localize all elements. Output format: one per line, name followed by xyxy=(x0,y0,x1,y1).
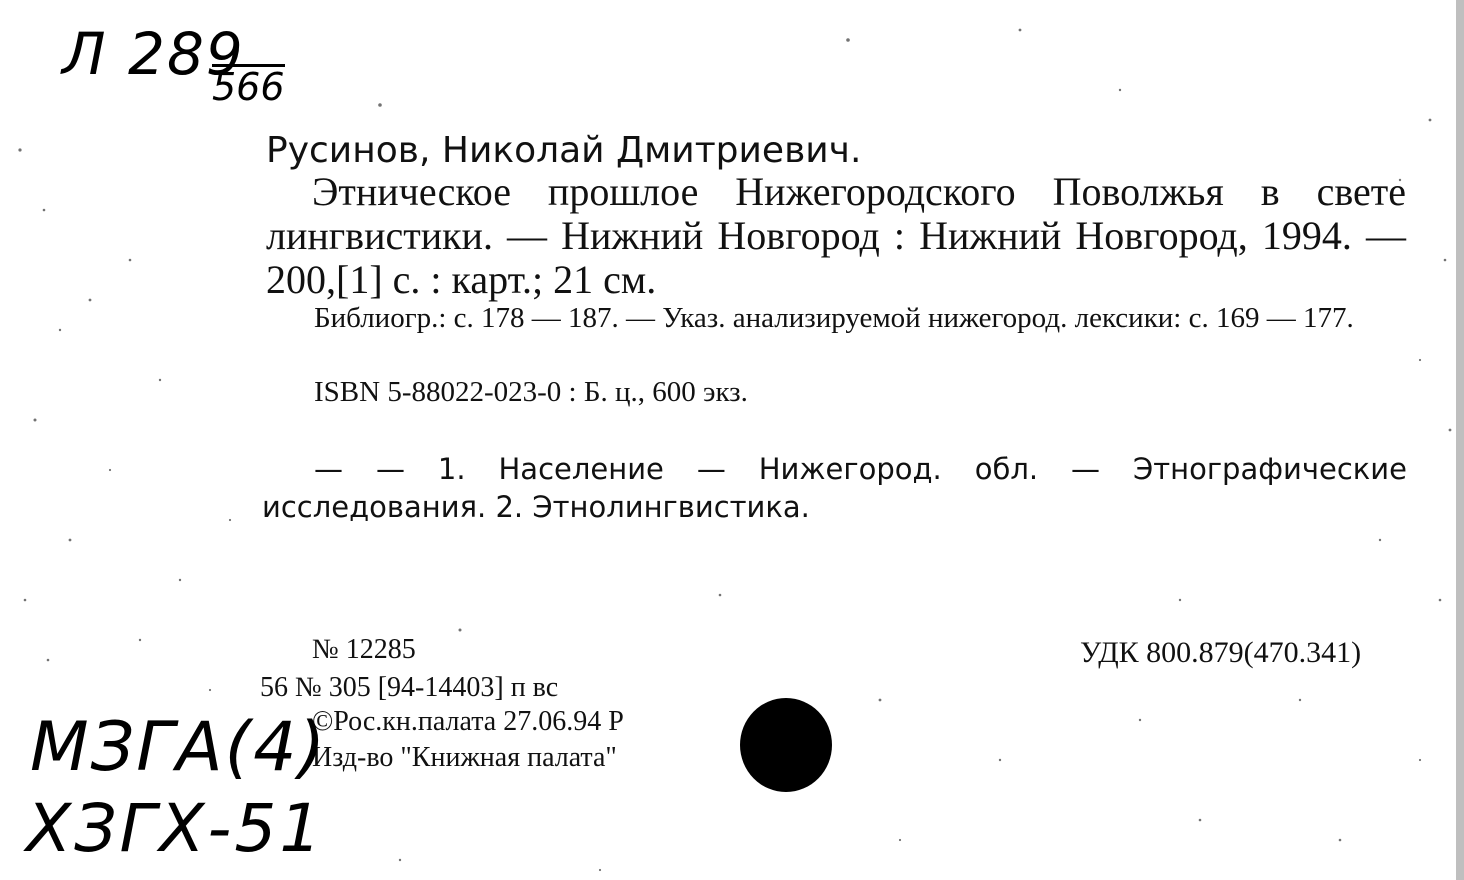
hole-punch-blot xyxy=(740,698,832,792)
copyright-line: ©Рос.кн.палата 27.06.94 Р xyxy=(312,706,624,737)
udk-code: УДК 800.879(470.341) xyxy=(1080,636,1362,669)
inventory-handwritten-2: ХЗГХ-51 xyxy=(26,790,325,867)
inventory-handwritten-1: МЗГА(4) xyxy=(30,708,327,787)
title-statement: Этническое прошлое Нижегородского Поволжья в свете лингвистики. — Нижний Новгород : Нижний Новгород, 1994. — 200,[1] с. : карт.; 21 см. xyxy=(266,169,1406,302)
order-number: 56 № 305 [94-14403] п вс xyxy=(260,672,559,703)
author-heading: Русинов, Николай Дмитриевич. xyxy=(266,130,862,171)
subject-headings: — — 1. Население — Нижегород. обл. — Этнографические исследования. 2. Этнолингвистика. xyxy=(262,452,1407,524)
shelfmark-sub-handwritten: 566 xyxy=(212,65,285,109)
isbn-line: ISBN 5-88022-023-0 : Б. ц., 600 экз. xyxy=(314,376,748,408)
shelfmark-handwritten: Л 289 xyxy=(62,20,245,88)
card-number: № 12285 xyxy=(312,634,416,665)
publisher-line: Изд-во "Книжная палата" xyxy=(312,742,617,773)
bibliography-note: Библиогр.: с. 178 — 187. — Указ. анализируемой нижегород. лексики: с. 169 — 177. xyxy=(314,302,1354,334)
